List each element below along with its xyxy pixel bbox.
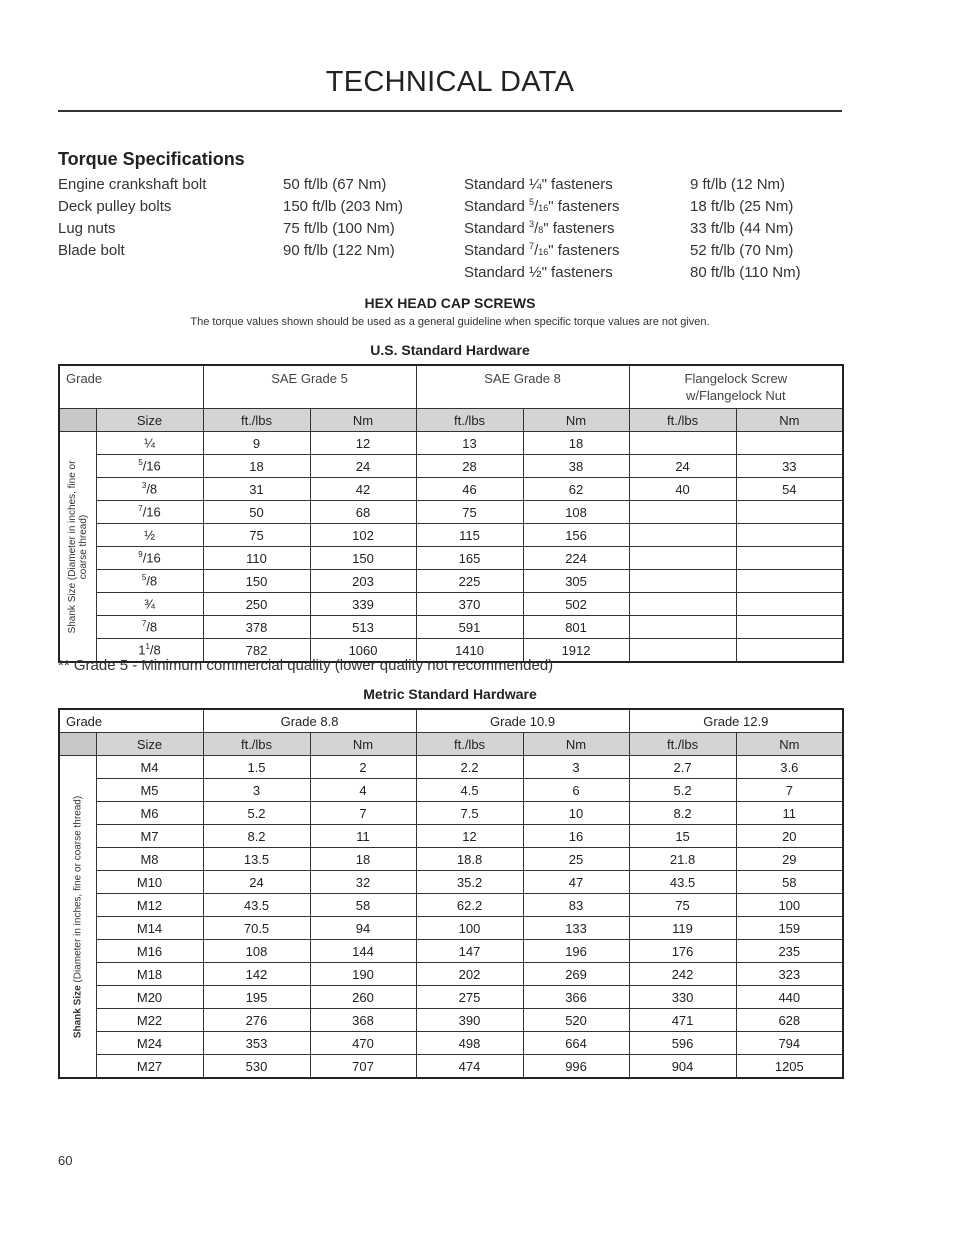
size-main: /8 [146, 619, 158, 635]
table-row [59, 848, 843, 871]
fastener-prefix: Standard [464, 176, 530, 193]
value-cell: 370 [416, 593, 523, 616]
size-main: /8 [146, 481, 158, 497]
value-cell: 7.5 [416, 802, 523, 825]
size-cell: M20 [96, 986, 203, 1009]
size-cell [96, 547, 203, 570]
shank-size-label [59, 432, 96, 663]
shank-line1: Shank Size (Diameter in inches, fine or [66, 460, 78, 633]
col-nm: Nm [523, 409, 629, 432]
us-standard-table [58, 364, 844, 663]
value-cell: 150 [203, 570, 310, 593]
value-cell: 10 [523, 802, 629, 825]
value-cell: 24 [629, 455, 736, 478]
value-cell: 24 [310, 455, 416, 478]
fastener-label [464, 218, 614, 240]
size-numerator: 3 [141, 481, 147, 491]
value-cell: 119 [629, 917, 736, 940]
value-cell: 18 [523, 432, 629, 455]
value-cell: 43.5 [629, 871, 736, 894]
size-cell [96, 593, 203, 616]
value-cell: 68 [310, 501, 416, 524]
value-cell: 150 [310, 547, 416, 570]
value-cell: 83 [523, 894, 629, 917]
table-row [59, 802, 843, 825]
torque-item: Lug nuts [58, 220, 116, 237]
value-cell: 502 [523, 593, 629, 616]
value-cell: 108 [523, 501, 629, 524]
shank-rest: (Diameter in inches, fine or coarse thread) [72, 795, 84, 985]
table-row [59, 917, 843, 940]
value-cell [629, 501, 736, 524]
torque-row [58, 174, 848, 196]
value-cell: 31 [203, 478, 310, 501]
fastener-label [464, 240, 619, 262]
value-cell: 62 [523, 478, 629, 501]
fastener-prefix: Standard [464, 220, 530, 237]
value-cell: 18.8 [416, 848, 523, 871]
value-cell [736, 501, 843, 524]
fastener-value: 18 ft/lb (25 Nm) [690, 198, 794, 215]
value-cell: 4.5 [416, 779, 523, 802]
fastener-value: 80 ft/lb (110 Nm) [690, 264, 801, 281]
value-cell [629, 524, 736, 547]
torque-value: 150 ft/lb (203 Nm) [283, 198, 404, 215]
value-cell: 2 [310, 756, 416, 779]
shank-size-text [72, 795, 83, 1037]
value-cell: 794 [736, 1032, 843, 1055]
col-ftlbs: ft./lbs [629, 733, 736, 756]
value-cell: 11 [736, 802, 843, 825]
value-cell: 235 [736, 940, 843, 963]
value-cell: 520 [523, 1009, 629, 1032]
value-cell: 801 [523, 616, 629, 639]
value-cell: 1205 [736, 1055, 843, 1079]
table-row [59, 547, 843, 570]
size-cell: M6 [96, 802, 203, 825]
size-cell [96, 616, 203, 639]
value-cell: 102 [310, 524, 416, 547]
value-cell: 108 [203, 940, 310, 963]
fastener-denominator: 16 [538, 203, 549, 213]
size-cell: M10 [96, 871, 203, 894]
value-cell: 203 [310, 570, 416, 593]
value-cell: 147 [416, 940, 523, 963]
size-cell [96, 570, 203, 593]
size-main: ¾ [144, 596, 155, 612]
value-cell: 2.2 [416, 756, 523, 779]
value-cell: 996 [523, 1055, 629, 1079]
torque-heading: Torque Specifications [58, 149, 245, 169]
sub-blank [59, 733, 96, 756]
table-row [59, 825, 843, 848]
value-cell: 15 [629, 825, 736, 848]
value-cell: 260 [310, 986, 416, 1009]
grade-footnote: ** Grade 5 - Minimum commercial quality (lower quality not recommended) [58, 657, 554, 674]
value-cell: 9 [203, 432, 310, 455]
value-cell: 196 [523, 940, 629, 963]
torque-value: 50 ft/lb (67 Nm) [283, 176, 387, 193]
value-cell: 18 [310, 848, 416, 871]
col-ftlbs: ft./lbs [629, 409, 736, 432]
size-cell [96, 501, 203, 524]
hex-note: The torque values shown should be used as a general guideline when specific torque values are not given. [190, 316, 710, 328]
value-cell [629, 593, 736, 616]
fastener-suffix: " fasteners [548, 198, 620, 215]
value-cell: 58 [736, 871, 843, 894]
value-cell: 440 [736, 986, 843, 1009]
size-numerator: 7 [138, 504, 143, 514]
col-ftlbs: ft./lbs [203, 733, 310, 756]
value-cell: 159 [736, 917, 843, 940]
value-cell: 38 [523, 455, 629, 478]
value-cell: 13 [416, 432, 523, 455]
size-header: Size [96, 409, 203, 432]
table-row [59, 616, 843, 639]
value-cell: 70.5 [203, 917, 310, 940]
value-cell: 190 [310, 963, 416, 986]
metric-table-title: Metric Standard Hardware [363, 686, 537, 702]
value-cell: 2.7 [629, 756, 736, 779]
value-cell: 133 [523, 917, 629, 940]
flangelock-line1: Flangelock Screw [684, 371, 788, 386]
value-cell: 1.5 [203, 756, 310, 779]
value-cell [629, 639, 736, 663]
us-table-title: U.S. Standard Hardware [370, 342, 530, 358]
fastener-prefix: Standard [464, 264, 530, 281]
shank-size-text [67, 460, 89, 633]
value-cell: 498 [416, 1032, 523, 1055]
fastener-denominator: 8 [538, 225, 544, 235]
value-cell: 195 [203, 986, 310, 1009]
value-cell: 58 [310, 894, 416, 917]
size-cell: M4 [96, 756, 203, 779]
table-row [59, 756, 843, 779]
col-nm: Nm [310, 733, 416, 756]
size-cell: M16 [96, 940, 203, 963]
value-cell: 100 [736, 894, 843, 917]
table-row [59, 455, 843, 478]
value-cell: 339 [310, 593, 416, 616]
shank-size-label [59, 756, 96, 1079]
fastener-denominator: 16 [538, 247, 549, 257]
table-row [59, 986, 843, 1009]
value-cell: 530 [203, 1055, 310, 1079]
value-cell: 94 [310, 917, 416, 940]
value-cell: 202 [416, 963, 523, 986]
fastener-numerator: 5 [529, 197, 535, 207]
fastener-size: ½ [529, 264, 542, 281]
value-cell [629, 570, 736, 593]
value-cell: 43.5 [203, 894, 310, 917]
metric-standard-table [58, 708, 844, 1079]
title-rule [58, 110, 842, 112]
value-cell: 269 [523, 963, 629, 986]
torque-item: Engine crankshaft bolt [58, 176, 207, 193]
flangelock-line2: w/Flangelock Nut [685, 388, 786, 403]
value-cell: 11 [310, 825, 416, 848]
value-cell: 628 [736, 1009, 843, 1032]
value-cell: 591 [416, 616, 523, 639]
value-cell: 165 [416, 547, 523, 570]
page-number: 60 [58, 1153, 73, 1168]
value-cell [629, 547, 736, 570]
size-tail: /8 [149, 642, 161, 658]
value-cell [629, 432, 736, 455]
fastener-suffix: " fasteners [543, 220, 615, 237]
value-cell: 62.2 [416, 894, 523, 917]
group-grade-10-9: Grade 10.9 [416, 709, 629, 733]
value-cell: 664 [523, 1032, 629, 1055]
fastener-suffix: " fasteners [541, 264, 613, 281]
value-cell: 366 [523, 986, 629, 1009]
table-row [59, 432, 843, 455]
torque-item: Blade bolt [58, 242, 125, 259]
size-main: ½ [144, 527, 155, 543]
value-cell: 3 [203, 779, 310, 802]
table-row [59, 501, 843, 524]
value-cell [736, 432, 843, 455]
value-cell: 28 [416, 455, 523, 478]
value-cell: 474 [416, 1055, 523, 1079]
size-header: Size [96, 733, 203, 756]
col-ftlbs: ft./lbs [203, 409, 310, 432]
size-cell: M27 [96, 1055, 203, 1079]
table-row [59, 570, 843, 593]
value-cell: 390 [416, 1009, 523, 1032]
table-row [59, 871, 843, 894]
fastener-label [464, 174, 613, 196]
size-numerator: 9 [138, 550, 143, 560]
shank-bold: Shank Size [72, 984, 84, 1038]
torque-row [58, 262, 848, 284]
size-cell: M7 [96, 825, 203, 848]
fastener-numerator: 7 [529, 241, 535, 251]
value-cell: 3.6 [736, 756, 843, 779]
value-cell: 8.2 [629, 802, 736, 825]
value-cell [736, 547, 843, 570]
size-numerator: 7 [141, 619, 147, 629]
value-cell: 24 [203, 871, 310, 894]
value-cell: 224 [523, 547, 629, 570]
value-cell: 471 [629, 1009, 736, 1032]
table-row [59, 593, 843, 616]
col-nm: Nm [523, 733, 629, 756]
table-row [59, 894, 843, 917]
value-cell: 176 [629, 940, 736, 963]
size-main: /16 [142, 458, 161, 474]
value-cell [736, 593, 843, 616]
value-cell [736, 570, 843, 593]
value-cell: 47 [523, 871, 629, 894]
size-main: ¼ [144, 435, 155, 451]
value-cell: 33 [736, 455, 843, 478]
size-cell [96, 524, 203, 547]
value-cell: 12 [416, 825, 523, 848]
value-cell: 13.5 [203, 848, 310, 871]
size-main: /16 [142, 504, 161, 520]
fastener-suffix: " fasteners [548, 242, 620, 259]
value-cell: 275 [416, 986, 523, 1009]
fastener-value: 52 ft/lb (70 Nm) [690, 242, 794, 259]
size-cell: M12 [96, 894, 203, 917]
value-cell: 513 [310, 616, 416, 639]
fastener-value: 9 ft/lb (12 Nm) [690, 176, 786, 193]
value-cell: 250 [203, 593, 310, 616]
sub-blank [59, 409, 96, 432]
value-cell: 242 [629, 963, 736, 986]
fastener-suffix: " fasteners [541, 176, 613, 193]
torque-row [58, 240, 848, 262]
value-cell: 18 [203, 455, 310, 478]
value-cell: 75 [629, 894, 736, 917]
page-title: TECHNICAL DATA [325, 66, 575, 98]
size-cell: M5 [96, 779, 203, 802]
fastener-value: 33 ft/lb (44 Nm) [690, 220, 794, 237]
table-row [59, 1055, 843, 1079]
table-row [59, 524, 843, 547]
value-cell: 305 [523, 570, 629, 593]
group-grade-12-9: Grade 12.9 [629, 709, 843, 733]
size-sup: 1 [145, 642, 150, 652]
value-cell: 5.2 [203, 802, 310, 825]
value-cell: 470 [310, 1032, 416, 1055]
value-cell: 156 [523, 524, 629, 547]
table-row [59, 1032, 843, 1055]
torque-row [58, 218, 848, 240]
fastener-prefix: Standard [464, 242, 530, 259]
size-main: /8 [146, 573, 158, 589]
col-ftlbs: ft./lbs [416, 733, 523, 756]
col-nm: Nm [310, 409, 416, 432]
fastener-prefix: Standard [464, 198, 530, 215]
value-cell: 20 [736, 825, 843, 848]
size-cell: M18 [96, 963, 203, 986]
size-main: /16 [142, 550, 161, 566]
fastener-label [464, 262, 613, 284]
value-cell: 25 [523, 848, 629, 871]
table-row [59, 779, 843, 802]
value-cell: 50 [203, 501, 310, 524]
value-cell: 1912 [523, 639, 629, 663]
fastener-numerator: 3 [529, 219, 535, 229]
size-cell [96, 478, 203, 501]
value-cell: 40 [629, 478, 736, 501]
size-main: 1 [138, 642, 146, 658]
grade-label: Grade [59, 365, 203, 409]
size-numerator: 5 [138, 458, 143, 468]
value-cell: 8.2 [203, 825, 310, 848]
value-cell: 596 [629, 1032, 736, 1055]
size-cell: M8 [96, 848, 203, 871]
size-cell [96, 455, 203, 478]
size-cell: M14 [96, 917, 203, 940]
group-grade-8-8: Grade 8.8 [203, 709, 416, 733]
value-cell [736, 639, 843, 663]
col-nm: Nm [736, 733, 843, 756]
col-ftlbs: ft./lbs [416, 409, 523, 432]
value-cell: 7 [736, 779, 843, 802]
value-cell: 3 [523, 756, 629, 779]
size-cell: M24 [96, 1032, 203, 1055]
torque-row [58, 196, 848, 218]
value-cell: 323 [736, 963, 843, 986]
table-row [59, 963, 843, 986]
group-sae-grade-8: SAE Grade 8 [416, 365, 629, 409]
value-cell: 142 [203, 963, 310, 986]
value-cell: 330 [629, 986, 736, 1009]
value-cell: 46 [416, 478, 523, 501]
shank-line2: coarse thread) [77, 514, 89, 579]
value-cell: 32 [310, 871, 416, 894]
value-cell: 144 [310, 940, 416, 963]
fastener-size: / [534, 242, 539, 259]
value-cell: 21.8 [629, 848, 736, 871]
value-cell: 5.2 [629, 779, 736, 802]
value-cell: 54 [736, 478, 843, 501]
value-cell: 35.2 [416, 871, 523, 894]
value-cell: 1060 [310, 639, 416, 663]
table-row [59, 478, 843, 501]
group-flangelock [629, 365, 843, 409]
hex-title: HEX HEAD CAP SCREWS [364, 295, 536, 311]
value-cell: 1410 [416, 639, 523, 663]
value-cell: 29 [736, 848, 843, 871]
value-cell [736, 616, 843, 639]
value-cell: 12 [310, 432, 416, 455]
value-cell: 378 [203, 616, 310, 639]
table-row [59, 1009, 843, 1032]
group-sae-grade-5: SAE Grade 5 [203, 365, 416, 409]
size-cell [96, 432, 203, 455]
value-cell: 16 [523, 825, 629, 848]
value-cell: 115 [416, 524, 523, 547]
size-cell: M22 [96, 1009, 203, 1032]
value-cell [736, 524, 843, 547]
col-nm: Nm [736, 409, 843, 432]
value-cell: 110 [203, 547, 310, 570]
table-row [59, 940, 843, 963]
torque-value: 75 ft/lb (100 Nm) [283, 220, 395, 237]
torque-item: Deck pulley bolts [58, 198, 172, 215]
torque-specifications [58, 174, 848, 284]
grade-label: Grade [59, 709, 203, 733]
value-cell: 7 [310, 802, 416, 825]
value-cell: 225 [416, 570, 523, 593]
fastener-size: / [534, 198, 539, 215]
value-cell: 368 [310, 1009, 416, 1032]
value-cell [629, 616, 736, 639]
value-cell: 4 [310, 779, 416, 802]
fastener-size: / [534, 220, 539, 237]
value-cell: 75 [416, 501, 523, 524]
value-cell: 353 [203, 1032, 310, 1055]
value-cell: 276 [203, 1009, 310, 1032]
value-cell: 904 [629, 1055, 736, 1079]
value-cell: 6 [523, 779, 629, 802]
torque-value: 90 ft/lb (122 Nm) [283, 242, 395, 259]
size-numerator: 5 [141, 573, 147, 583]
value-cell: 707 [310, 1055, 416, 1079]
value-cell: 42 [310, 478, 416, 501]
value-cell: 100 [416, 917, 523, 940]
value-cell: 782 [203, 639, 310, 663]
value-cell: 75 [203, 524, 310, 547]
fastener-size: ¼ [529, 176, 542, 193]
fastener-label [464, 196, 619, 218]
